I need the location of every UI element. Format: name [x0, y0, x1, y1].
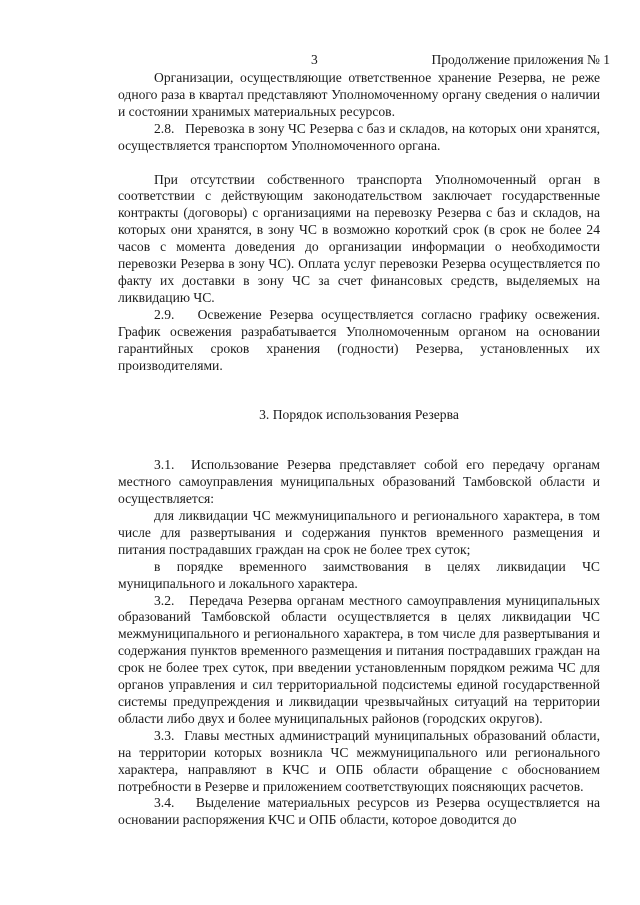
- document-body: [118, 70, 600, 829]
- appendix-continuation-note: Продолжение приложения № 1: [431, 52, 610, 67]
- paragraph-2-8: 2.8. Перевозка в зону ЧС Резерва с баз и складов, на которых они хранятся, осуществляется транспортом Уполномоченного органа.: [118, 120, 600, 153]
- paragraph-own-transport: При отсутствии собственного транспорта Уполномоченный орган в соответствии с действующим законодательством заключает государственные контракты (договоры) с организациями на перевозку Резерва с баз и складов, на которых они хранятся, в зону ЧС в возможно короткий срок (в срок не более 24 часов с момента доведения до организации информации о необходимости перевозки Резерва в зону ЧС). Оплата услуг перевозки Резерва осуществляется по факту их доставки в зону ЧС за счет финансовых средств, выделяемых на ликвидацию ЧС.: [118, 171, 600, 305]
- paragraph-3-1-item-1: для ликвидации ЧС межмуниципального и регионального характера, в том числе для развертывания и содержания пунктов временного размещения и питания пострадавших граждан на срок не более трех суток;: [118, 508, 600, 557]
- paragraph-3-1: 3.1. Использование Резерва представляет собой его передачу органам местного самоуправления муниципальных образований Тамбовской области и осуществляется:: [118, 457, 600, 507]
- paragraph-2-9: 2.9. Освежение Резерва осуществляется согласно графику освежения. График освежения разрабатывается Уполномоченным органом на основании гарантийных сроков хранения (годности) Резерва, установленных их производителями.: [118, 306, 600, 373]
- paragraph-3-4: 3.4. Выделение материальных ресурсов из Резерва осуществляется на основании распоряжения КЧС и ОПБ области, которое доводится до: [118, 795, 600, 828]
- section-title: 3. Порядок использования Резерва: [259, 407, 459, 423]
- page-number: 3: [311, 52, 318, 67]
- paragraph-3-3: 3.3. Главы местных администраций муниципальных образований области, на территории которых возникла ЧС межмуниципального или регионального характера, направляют в КЧС и ОПБ области обращение с обоснованием потребности в Резерве и приложением соответствующих поясняющих расчетов.: [118, 727, 600, 794]
- paragraph-3-1-item-2: в порядке временного заимствования в целях ликвидации ЧС муниципального и локального характера.: [118, 558, 600, 591]
- page-header: [0, 52, 640, 70]
- paragraph-reporting: Организации, осуществляющие ответственное хранение Резерва, не реже одного раза в квартал представляют Уполномоченному органу сведения о наличии и состоянии хранимых материальных ресурсов.: [118, 70, 600, 119]
- paragraph-3-2: 3.2. Передача Резерва органам местного самоуправления муниципальных образований Тамбовской области осуществляется в целях ликвидации ЧС межмуниципального и регионального характера, в том числе для развертывания и содержания пунктов временного размещения и питания пострадавших граждан на срок не более трех суток, при введении установленным порядком режима ЧС для органов управления и сил территориальной подсистемы единой государственной системы предупреждения и ликвидации чрезвычайных ситуаций на территории области либо двух и более муниципальных районов (городских округов).: [118, 592, 600, 726]
